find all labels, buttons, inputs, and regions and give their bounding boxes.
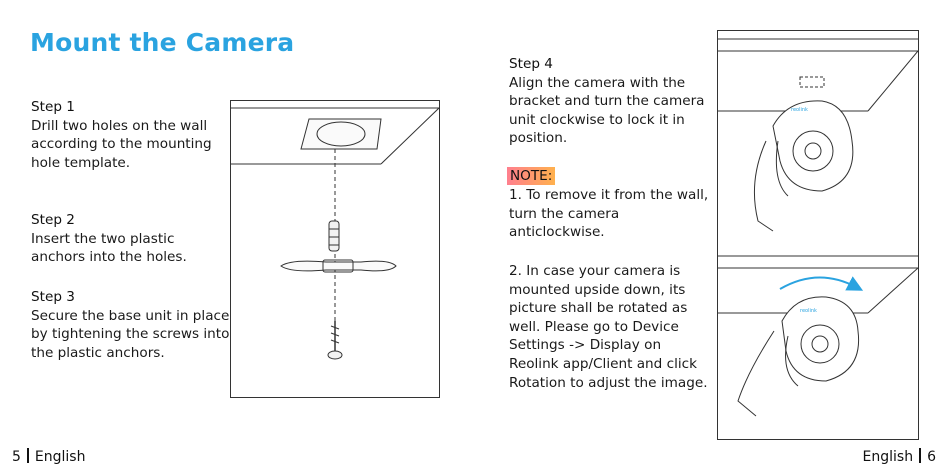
hole-template (301, 119, 381, 149)
mounting-diagram-svg (231, 101, 439, 397)
step-4 (509, 55, 709, 148)
page-number-right: 6 (927, 449, 936, 465)
hand-top (754, 141, 773, 231)
note-item-1: 1. To remove it from the wall, turn the camera anticlockwise. (509, 187, 709, 241)
footer-separator-right (919, 448, 921, 463)
footer-right (863, 448, 936, 465)
page-title: Mount the Camera (30, 28, 295, 57)
step-2 (31, 211, 231, 267)
step-1-heading: Step 1 (31, 99, 75, 115)
lens-bottom (812, 336, 828, 352)
brand-text-top: reolink (791, 107, 808, 113)
brand-text-bottom: reolink (800, 308, 817, 314)
mounting-diagram (230, 100, 440, 398)
step-3-heading: Step 3 (31, 289, 75, 305)
step-4-text: Align the camera with the bracket and turn the camera unit clockwise to lock it in position. (509, 74, 705, 147)
note-item-2: 2. In case your camera is mounted upside down, its picture shall be rotated as well. Please go to Device Settings -> Display on Reolink app/Client and click Rotation to adjust the image. (509, 263, 708, 391)
step-2-text: Insert the two plastic anchors into the holes. (31, 230, 187, 266)
step-4-heading: Step 4 (509, 56, 553, 72)
hand-bottom (738, 331, 774, 416)
screw-head (328, 351, 342, 359)
bracket-outline (800, 77, 824, 87)
note-label: NOTE: (507, 167, 555, 185)
rotation-arrow (780, 277, 856, 289)
footer-language-right: English (862, 449, 914, 465)
step-2-heading: Step 2 (31, 212, 75, 228)
base-plate (281, 261, 396, 271)
camera-install-illustration (717, 30, 919, 440)
lens-top (805, 143, 821, 159)
footer-separator-left (27, 448, 29, 463)
step-3 (31, 288, 231, 362)
plastic-anchor (329, 221, 339, 251)
footer-left (12, 448, 85, 465)
ceiling-perspective-line (381, 108, 439, 164)
camera-install-svg (718, 31, 918, 439)
step-1 (31, 98, 231, 172)
page-number-left: 5 (12, 449, 21, 465)
step-1-text: Drill two holes on the wall according to the mounting hole template. (31, 117, 212, 171)
footer-language-left: English (34, 449, 86, 465)
step-3-text: Secure the base unit in place by tightening the screws into the plastic anchors. (31, 307, 230, 361)
